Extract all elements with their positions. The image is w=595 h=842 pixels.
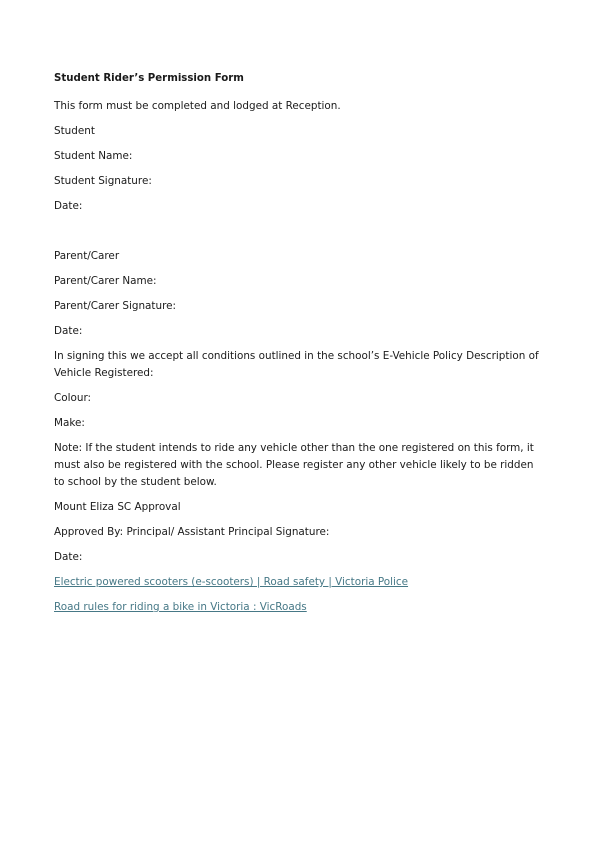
student-signature-label: Student Signature: [54, 175, 152, 187]
link-paragraph-police [54, 574, 544, 591]
form-intro: This form must be completed and lodged at Reception. [54, 100, 341, 112]
link-vicroads-bike-rules[interactable]: Road rules for riding a bike in Victoria : VicRoads [54, 601, 307, 613]
parent-signature-label: Parent/Carer Signature: [54, 300, 177, 312]
registration-note: Note: If the student intends to ride any vehicle other than the one registered on this form, it must also be registered with the school. Please register any other vehicle likely to be ridden to school by the student below. [54, 442, 534, 488]
student-heading: Student [54, 125, 95, 137]
approval-heading: Mount Eliza SC Approval [54, 501, 181, 513]
parent-date-label: Date: [54, 325, 83, 337]
link-paragraph-vicroads [54, 599, 544, 616]
section-spacer [54, 223, 544, 248]
vehicle-make-label: Make: [54, 417, 85, 429]
vehicle-colour-label: Colour: [54, 392, 92, 404]
policy-statement: In signing this we accept all conditions outlined in the school’s E-Vehicle Policy Description of Vehicle Registered: [54, 350, 539, 379]
student-name-label: Student Name: [54, 150, 133, 162]
form-title: Student Rider’s Permission Form [54, 73, 244, 84]
parent-heading: Parent/Carer [54, 250, 120, 262]
student-date-label: Date: [54, 200, 83, 212]
approval-date-label: Date: [54, 551, 83, 563]
approved-by-label: Approved By: Principal/ Assistant Principal Signature: [54, 526, 330, 538]
link-victoria-police-escooters[interactable]: Electric powered scooters (e-scooters) | Road safety | Victoria Police [54, 576, 409, 588]
document-page [54, 70, 544, 624]
parent-name-label: Parent/Carer Name: [54, 275, 157, 287]
